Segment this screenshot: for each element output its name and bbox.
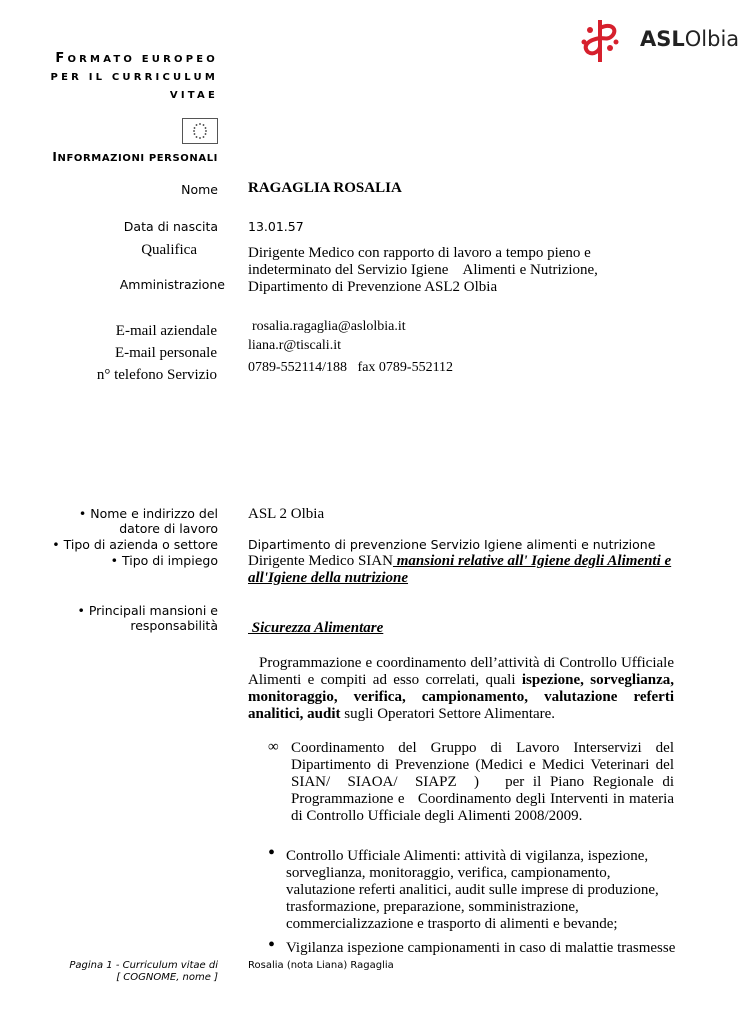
dob-label: Data di nascita: [123, 219, 218, 234]
amministrazione-label: Amministrazione: [119, 277, 225, 292]
duties-label: • Principali mansioni e responsabilità: [77, 603, 218, 633]
email-aziendale-label: E-mail aziendale: [115, 323, 217, 339]
duties-paragraph: Programmazione e coordinamento dell’attività di Controllo Ufficiale Alimenti e compiti ad esso correlati, quali ispezione, sorveglianza, monitoraggio, verifica, campionamento, valutazione referti analitici, audit sugli Operatori Settore Alimentare.: [248, 655, 674, 722]
sector-value: Dipartimento di prevenzione Servizio Igiene alimenti e nutrizione: [248, 537, 656, 552]
bullet-icon: •: [110, 553, 122, 568]
telefono-label: n° telefono Servizio: [96, 367, 217, 383]
sector-label: • Tipo di azienda o settore: [52, 537, 218, 552]
telefono-value: 0789-552114/188 fax 0789-552112: [248, 360, 454, 375]
asl-logo-mark-icon: [578, 16, 628, 66]
bullet-icon: •: [268, 842, 276, 864]
job-type-label: • Tipo di impiego: [110, 553, 218, 568]
bullet-icon: •: [78, 506, 91, 521]
email-aziendale-value[interactable]: rosalia.ragaglia@aslolbia.it: [252, 319, 406, 334]
qualifica-value: Dirigente Medico con rapporto di lavoro a tempo pieno e indeterminato del Servizio Igiene Alimenti e Nutrizione, Dipartimento di Prevenzione ASL2 Olbia: [248, 245, 602, 295]
job-type-value: Dirigente Medico SIAN mansioni relative all' Igiene degli Alimenti e all'Igiene della nutrizione: [248, 553, 672, 586]
infinity-bullet-icon: ∞: [268, 739, 279, 755]
employer-value: ASL 2 Olbia: [248, 506, 325, 522]
list-item: Vigilanza ispezione campionamenti in caso di malattie trasmesse: [286, 940, 676, 956]
dob-value: 13.01.57: [248, 219, 304, 234]
name-label: Nome: [181, 182, 218, 197]
bullet-icon: •: [52, 537, 64, 552]
email-personale-value[interactable]: liana.r@tiscali.it: [248, 338, 341, 353]
footer-left: Pagina 1 - Curriculum vitae di [ COGNOME, nome ]: [69, 960, 218, 983]
bullet-icon: •: [77, 603, 89, 618]
footer-right: Rosalia (nota Liana) Ragaglia: [248, 960, 394, 971]
section-title-sicurezza: Sicurezza Alimentare: [248, 620, 384, 636]
email-personale-label: E-mail personale: [114, 345, 217, 361]
list-item: Controllo Ufficiale Alimenti: attività di vigilanza, ispezione, sorveglianza, monitoraggio, verifica, campionamento, valutazione referti analitici, audit sulle imprese di produzione, trasformazione, preparazione, somministrazione, commercializzazione e trasporto di alimenti e bevande;: [286, 848, 659, 932]
name-value: RAGAGLIA ROSALIA: [248, 180, 402, 196]
asl-logo: [578, 16, 739, 66]
qualifica-label: Qualifica: [141, 242, 197, 258]
format-heading: FORMATO EUROPEO PER IL CURRICULUM VITAE: [50, 51, 218, 101]
list-item: Coordinamento del Gruppo di Lavoro Interservizi del Dipartimento di Prevenzione (Medici e Medici Veterinari del SIAN/ SIAOA/ SIAPZ ) per il Piano Regionale di Programmazione e Coordinamento degli Interventi in materia di Controllo Ufficiale degli Alimenti 2008/2009.: [291, 740, 678, 824]
section-personal-heading: INFORMAZIONI PERSONALI: [52, 150, 218, 164]
bullet-icon: •: [268, 934, 276, 956]
asl-logo-text: ASLOlbia: [640, 27, 739, 51]
employer-label: • Nome e indirizzo del datore di lavoro: [78, 506, 218, 536]
eu-flag-icon: [182, 118, 218, 144]
